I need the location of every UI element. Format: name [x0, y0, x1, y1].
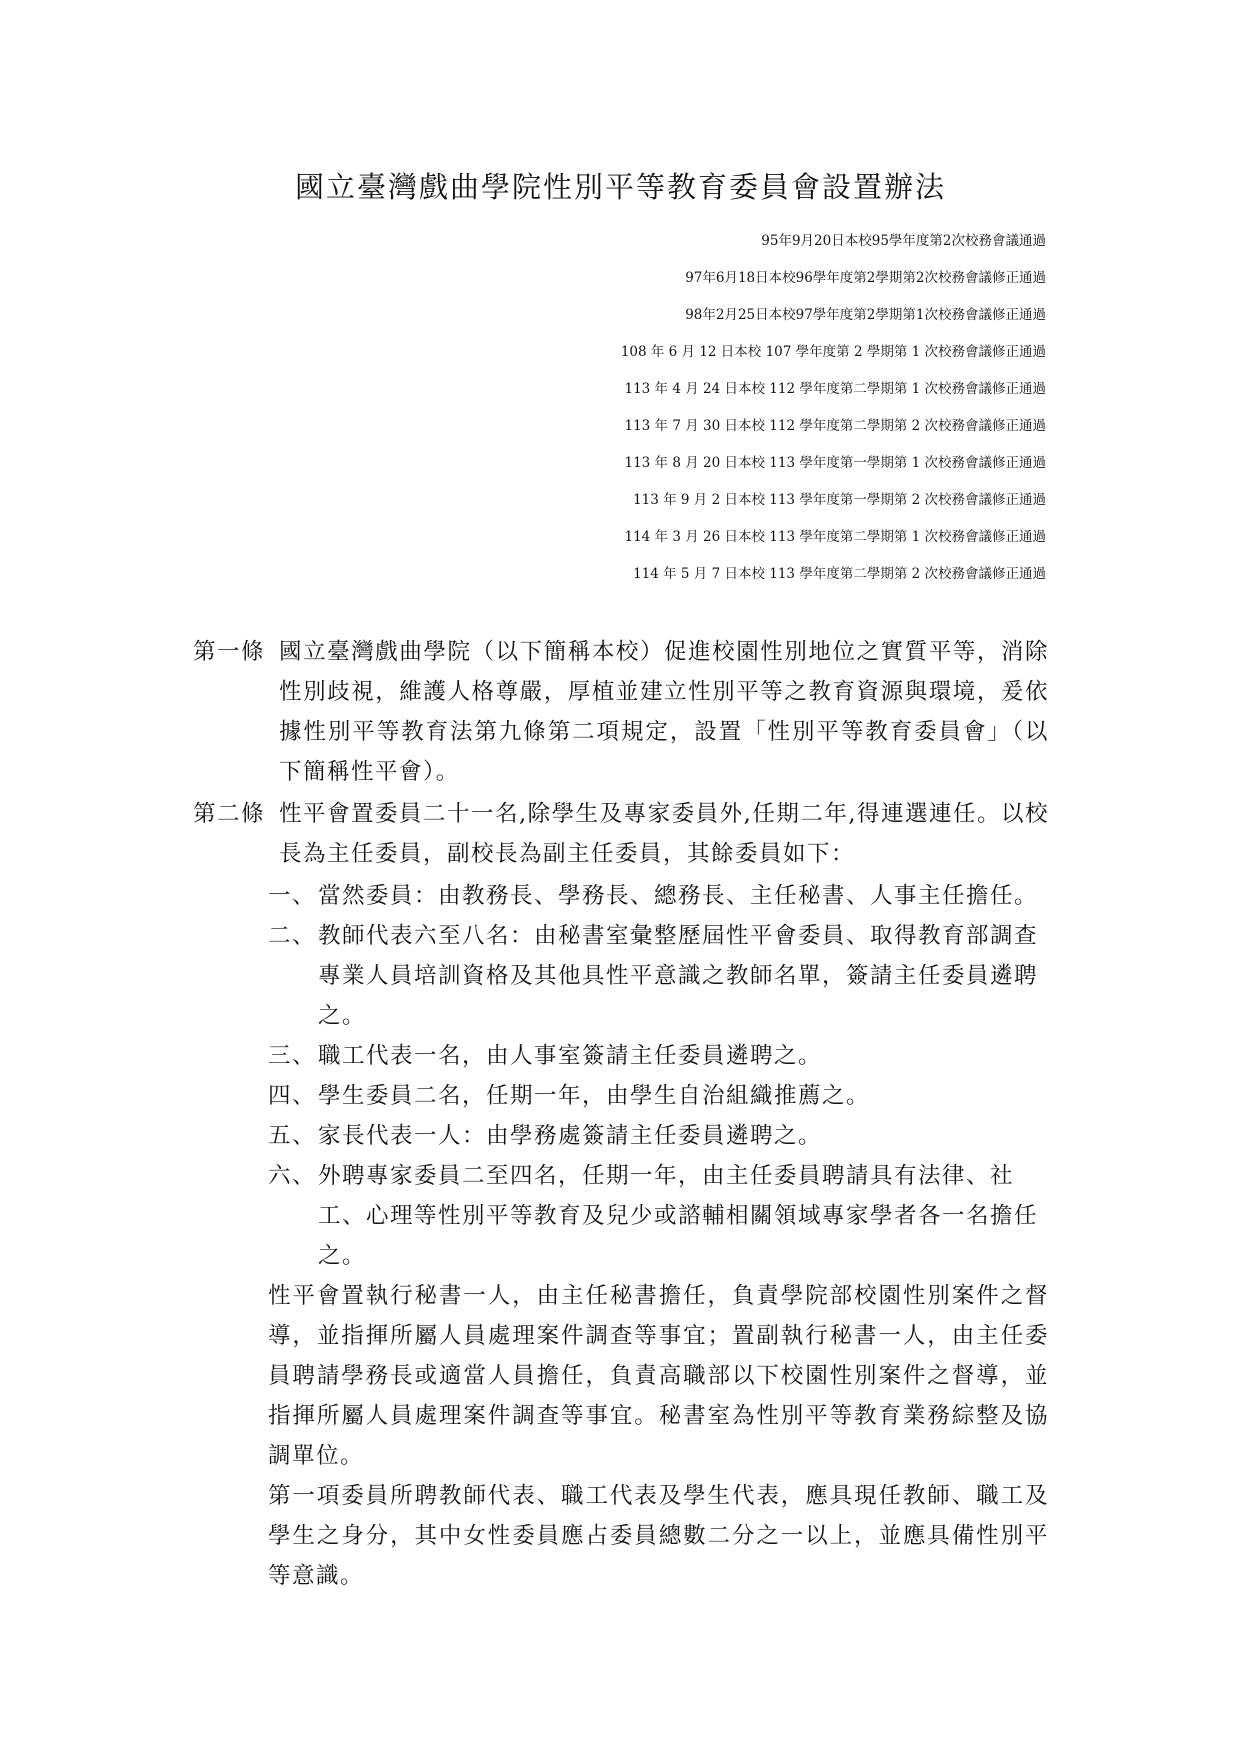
articles: [193, 632, 1049, 1596]
item-text: 學生委員二名，任期一年，由學生自治組織推薦之。: [318, 1083, 871, 1109]
history-line: 113 年 4 月 24 日本校 112 學年度第二學期第 1 次校務會議修正通過: [624, 381, 1046, 397]
item-text: 家長代表一人：由學務處簽請主任委員遴聘之。: [318, 1123, 823, 1149]
history-line: 113 年 7 月 30 日本校 112 學年度第二學期第 2 次校務會議修正通過: [624, 418, 1046, 434]
history-line: 95年9月20日本校95學年度第2次校務會議通過: [761, 233, 1046, 249]
item-label: 二、: [268, 923, 317, 949]
list-item: [268, 876, 1049, 916]
item-label: 三、: [268, 1043, 317, 1069]
item-text: 當然委員：由教務長、學務長、總務長、主任秘書、人事主任擔任。: [318, 883, 1039, 909]
amendment-history: [621, 230, 1046, 600]
article-2: [193, 794, 1049, 874]
list-item: [268, 1156, 1049, 1276]
document-title: 國立臺灣戲曲學院性別平等教育委員會設置辦法: [294, 170, 946, 204]
history-line: 98年2月25日本校97學年度第2學期第1次校務會議修正通過: [685, 307, 1046, 323]
history-line: 108 年 6 月 12 日本校 107 學年度第 2 學期第 1 次校務會議修正通過: [620, 344, 1046, 360]
paragraph: 性平會置執行秘書一人，由主任秘書擔任，負責學院部校園性別案件之督導，並指揮所屬人員處理案件調查等事宜；置副執行秘書一人，由主任委員聘請學務長或適當人員擔任，負責高職部以下校園性別案件之督導，並指揮所屬人員處理案件調查等事宜。秘書室為性別平等教育業務綜整及協調單位。: [268, 1283, 1049, 1469]
paragraph: 第一項委員所聘教師代表、職工代表及學生代表，應具現任教師、職工及學生之身分，其中女性委員應占委員總數二分之一以上，並應具備性別平等意識。: [268, 1483, 1049, 1589]
article-text: 國立臺灣戲曲學院（以下簡稱本校）促進校園性別地位之實質平等，消除性別歧視，維護人格尊嚴，厚植並建立性別平等之教育資源與環境，爰依據性別平等教育法第九條第二項規定，設置「性別平等教育委員會」（以下簡稱性平會）。: [279, 639, 1049, 785]
list-item: [268, 916, 1049, 1036]
history-line: 113 年 8 月 20 日本校 113 學年度第一學期第 1 次校務會議修正通過: [624, 455, 1046, 471]
article-label: 第一條: [193, 639, 266, 665]
item-text: 外聘專家委員二至四名，任期一年，由主任委員聘請具有法律、社工、心理等性別平等教育及兒少或諮輔相關領域專家學者各一名擔任之。: [318, 1163, 1039, 1269]
history-line: 113 年 9 月 2 日本校 113 學年度第一學期第 2 次校務會議修正通過: [633, 492, 1046, 508]
list-item: [268, 1116, 1049, 1156]
article-label: 第二條: [193, 801, 266, 827]
article-2-body: [257, 876, 1049, 1596]
item-text: 職工代表一名，由人事室簽請主任委員遴聘之。: [318, 1043, 823, 1069]
history-line: 114 年 3 月 26 日本校 113 學年度第二學期第 1 次校務會議修正通過: [624, 529, 1046, 545]
list-item: [268, 1036, 1049, 1076]
history-line: 97年6月18日本校96學年度第2學期第2次校務會議修正通過: [685, 270, 1046, 286]
article-text: 性平會置委員二十一名,除學生及專家委員外,任期二年,得連選連任。以校長為主任委員，副校長為副主任委員，其餘委員如下：: [279, 801, 1049, 867]
item-label: 五、: [268, 1123, 317, 1149]
article-1: [193, 632, 1049, 792]
list-item: [268, 1076, 1049, 1116]
item-label: 四、: [268, 1083, 317, 1109]
history-line: 114 年 5 月 7 日本校 113 學年度第二學期第 2 次校務會議修正通過: [633, 566, 1046, 582]
item-text: 教師代表六至八名：由秘書室彙整歷屆性平會委員、取得教育部調查專業人員培訓資格及其他具性平意識之教師名單，簽請主任委員遴聘之。: [318, 923, 1039, 1029]
item-label: 一、: [268, 883, 317, 909]
item-label: 六、: [268, 1163, 317, 1189]
